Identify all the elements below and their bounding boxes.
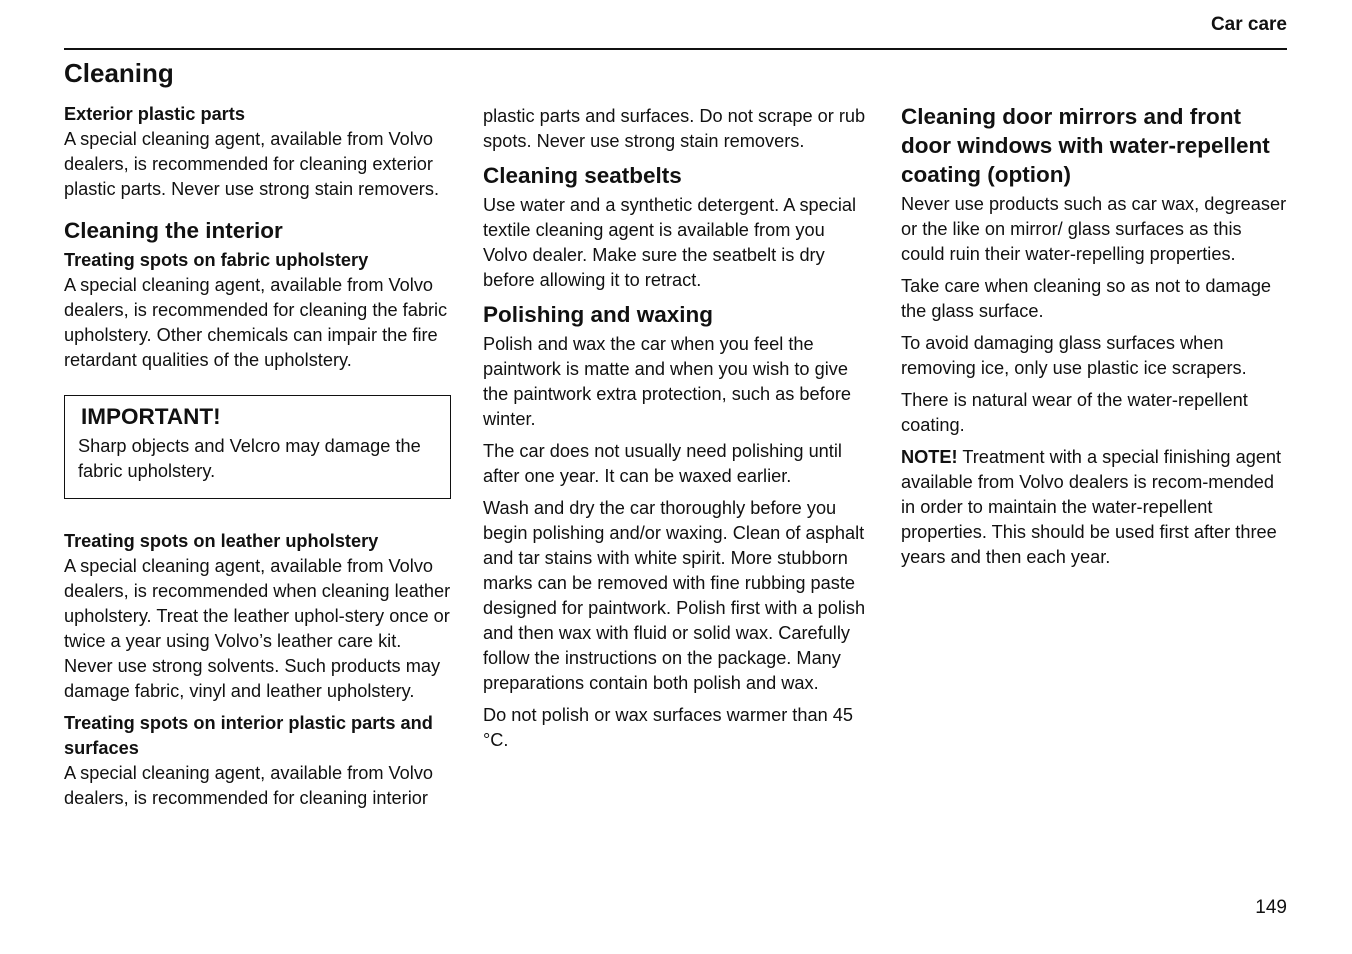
column-2 [483,104,871,760]
header-rule [64,48,1287,50]
fabric-spots-heading: Treating spots on fabric upholstery [64,250,369,270]
section-header: Car care [1210,14,1287,35]
page-number: 149 [1255,897,1287,918]
important-label: IMPORTANT! [81,404,221,429]
column-1 [64,102,454,818]
plastic-spots-text: A special cleaning agent, available from Volvo dealers, is recommended for cleaning interior [64,763,434,808]
mirrors-paragraph-2: Take care when cleaning so as not to damage the glass surface. [901,276,1272,321]
leather-spots-heading: Treating spots on leather upholstery [64,531,379,551]
polishing-paragraph-2: The car does not usually need polishing until after one year. It can be waxed earlier. [483,441,842,486]
exterior-plastic-heading: Exterior plastic parts [64,104,245,124]
leather-spots-text: A special cleaning agent, available from Volvo dealers, is recommended when cleaning leather upholstery. Treat the leather uphol-stery once or twice a year using Volvo’s leather care kit. Never use strong solvents. Such products may damage fabric, vinyl and leather upholstery. [64,556,451,701]
mirrors-heading: Cleaning door mirrors and front door windows with water-repellent coating (option) [901,104,1270,187]
mirrors-paragraph-3: To avoid damaging glass surfaces when removing ice, only use plastic ice scrapers. [901,333,1247,378]
polishing-paragraph-4: Do not polish or wax surfaces warmer than 45 °C. [483,705,853,750]
cleaning-seatbelts-heading: Cleaning seatbelts [483,163,682,188]
cleaning-interior-heading: Cleaning the interior [64,218,283,243]
polishing-waxing-heading: Polishing and waxing [483,302,714,327]
note-paragraph [901,445,1289,570]
mirrors-paragraph-1: Never use products such as car wax, degreaser or the like on mirror/ glass surfaces as this could ruin their water-repelling properties. [901,194,1287,264]
polishing-paragraph-3: Wash and dry the car thoroughly before you begin polishing and/or waxing. Clean of asphalt and tar stains with white spirit. More stubborn marks can be removed with fine rubbing paste designed for paintwork. Polish first with a polish and then wax with fluid or solid wax. Carefully follow the instructions on the package. Many preparations contain both polish and wax. [483,498,866,693]
polishing-paragraph-1: Polish and wax the car when you feel the paintwork is matte and when you wish to give the paintwork extra protection, such as before winter. [483,334,851,429]
plastic-spots-heading: Treating spots on interior plastic parts and surfaces [64,713,433,758]
fabric-spots-text: A special cleaning agent, available from Volvo dealers, is recommended for cleaning the fabric upholstery. Other chemicals can impair the fire retardant qualities of the upholstery. [64,275,448,370]
note-label: NOTE! [901,447,958,467]
column-3 [901,102,1289,577]
exterior-plastic-text: A special cleaning agent, available from Volvo dealers, is recommended for cleaning exterior plastic parts. Never use strong stain removers. [64,129,440,199]
mirrors-paragraph-4: There is natural wear of the water-repellent coating. [901,390,1248,435]
page-title: Cleaning [64,58,174,88]
important-box [64,395,451,499]
important-text: Sharp objects and Velcro may damage the fabric upholstery. [78,436,421,481]
plastic-spots-continued: plastic parts and surfaces. Do not scrape or rub spots. Never use strong stain removers. [483,106,866,151]
note-text: Treatment with a special finishing agent available from Volvo dealers is recom-mended in order to maintain the water-repellent properties. This should be used first after three years and then each year. [901,447,1282,567]
cleaning-seatbelts-text: Use water and a synthetic detergent. A special textile cleaning agent is available from you Volvo dealer. Make sure the seatbelt is dry before allowing it to retract. [483,195,857,290]
